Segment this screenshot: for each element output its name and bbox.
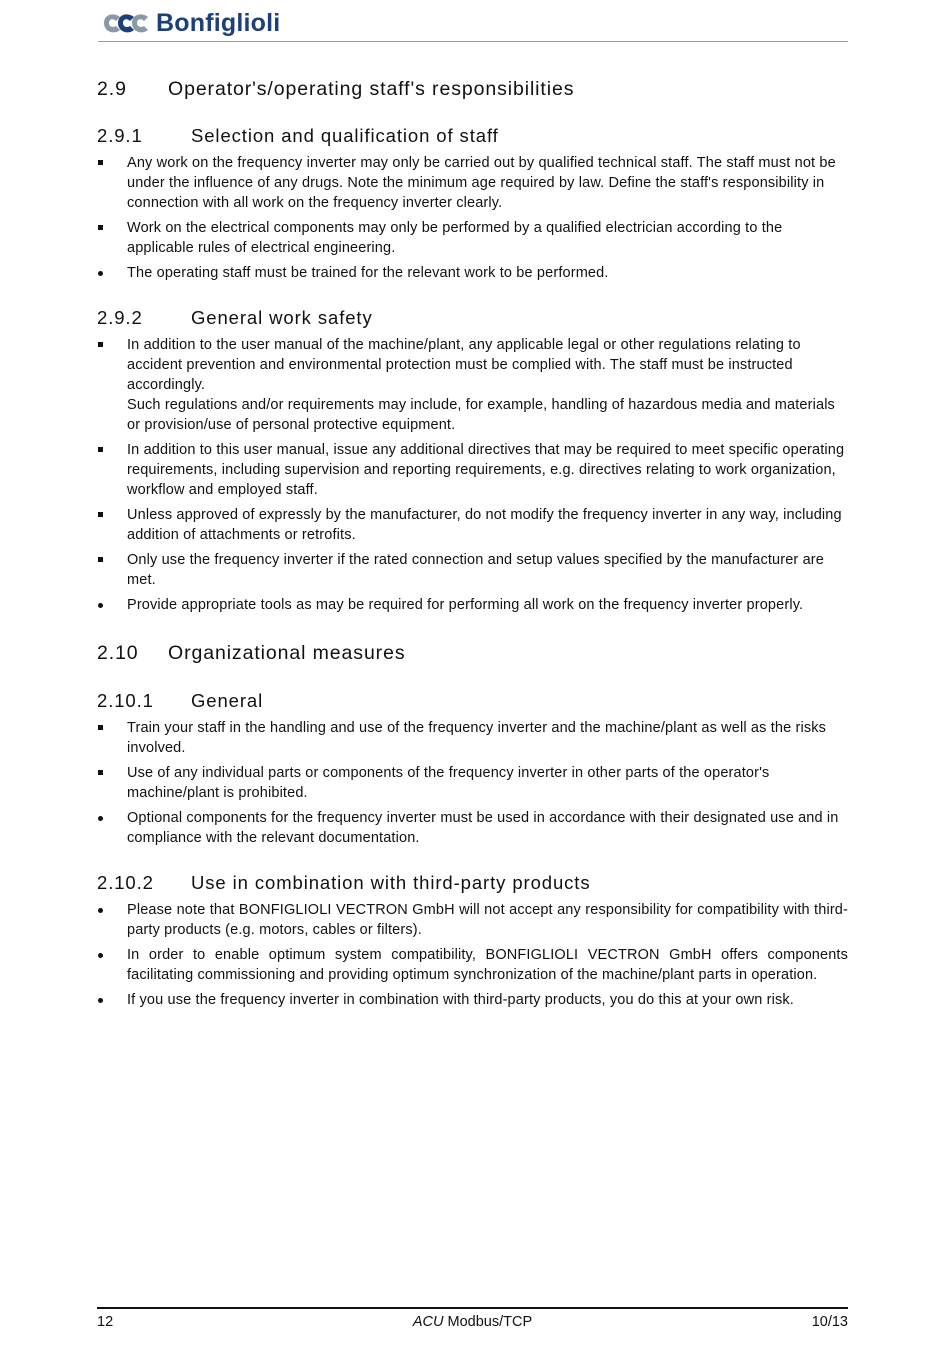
section-number: 2.9.2 — [97, 307, 143, 328]
list-item: Unless approved of expressly by the manufacturer, do not modify the frequency inverter in any way, including addition of attachments or retrofits. — [97, 505, 848, 545]
list-item: The operating staff must be trained for the relevant work to be performed. — [97, 263, 848, 283]
list-item: Optional components for the frequency inverter must be used in accordance with their designated use and in compliance with the relevant documentation. — [97, 808, 848, 848]
section-number: 2.10.1 — [97, 690, 154, 711]
list-item-text: Such regulations and/or requirements may include, for example, handling of hazardous media and materials or provision/use of personal protective equipment. — [127, 397, 835, 433]
bullet-list-general — [97, 718, 848, 848]
section-number: 2.10 — [97, 642, 139, 664]
list-item: If you use the frequency inverter in combination with third-party products, you do this at your own risk. — [97, 990, 848, 1010]
list-item: Train your staff in the handling and use of the frequency inverter and the machine/plant as well as the risks involved. — [97, 718, 848, 758]
page-header — [98, 4, 848, 42]
section-number: 2.9 — [97, 78, 127, 100]
section-heading-2-9-1 — [97, 121, 848, 151]
bullet-list-third-party — [97, 900, 848, 1010]
section-heading-2-9-2 — [97, 303, 848, 333]
section-heading-2-9 — [97, 74, 848, 104]
page-footer — [97, 1307, 848, 1330]
list-item: Provide appropriate tools as may be required for performing all work on the frequency inverter properly. — [97, 595, 848, 615]
bullet-list-selection — [97, 153, 848, 283]
section-heading-2-10 — [97, 638, 848, 668]
section-title: Selection and qualification of staff — [191, 125, 499, 146]
list-item: Only use the frequency inverter if the rated connection and setup values specified by the manufacturer are met. — [97, 550, 848, 590]
document-subtitle: Modbus/TCP — [443, 1314, 533, 1330]
section-title: General work safety — [191, 307, 373, 328]
list-item: In addition to this user manual, issue any additional directives that may be required to meet specific operating requirements, including supervision and reporting requirements, e.g. directives relating to work organization, workflow and employed staff. — [97, 440, 848, 500]
list-item: Use of any individual parts or components of the frequency inverter in other parts of the operator's machine/plant is prohibited. — [97, 763, 848, 803]
product-name: ACU — [412, 1314, 444, 1330]
section-heading-2-10-1 — [97, 686, 848, 716]
logo-text: Bonfiglioli — [156, 8, 281, 37]
section-number: 2.9.1 — [97, 125, 143, 146]
section-heading-2-10-2 — [97, 868, 848, 898]
section-title: General — [191, 690, 264, 711]
section-title: Organizational measures — [168, 642, 406, 664]
list-item-text: In addition to the user manual of the machine/plant, any applicable legal or other regulations relating to accident prevention and environmental protection must be complied with. The staff must be instructed accordingly. — [127, 337, 801, 393]
company-logo — [100, 6, 280, 40]
page-number: 12 — [97, 1314, 114, 1330]
list-item: Please note that BONFIGLIOLI VECTRON GmbH will not accept any responsibility for compatibility with third-party products (e.g. motors, cables or filters). — [97, 900, 848, 940]
logo-mark-icon — [100, 8, 150, 38]
list-item: Work on the electrical components may only be performed by a qualified electrician according to the applicable rules of electrical engineering. — [97, 218, 848, 258]
document-body — [97, 74, 848, 1015]
list-item — [97, 335, 848, 435]
section-number: 2.10.2 — [97, 872, 154, 893]
document-title — [97, 1314, 848, 1330]
list-item: Any work on the frequency inverter may only be carried out by qualified technical staff. The staff must not be under the influence of any drugs. Note the minimum age required by law. Define the staff's responsibility in connection with all work on the frequency inverter clearly. — [97, 153, 848, 213]
list-item: In order to enable optimum system compatibility, BONFIGLIOLI VECTRON GmbH offers components facilitating commissioning and providing optimum synchronization of the machine/plant parts in operation. — [97, 945, 848, 985]
section-title: Operator's/operating staff's responsibilities — [168, 78, 575, 100]
section-title: Use in combination with third-party products — [191, 872, 591, 893]
bullet-list-work-safety — [97, 335, 848, 615]
document-date: 10/13 — [811, 1314, 848, 1330]
